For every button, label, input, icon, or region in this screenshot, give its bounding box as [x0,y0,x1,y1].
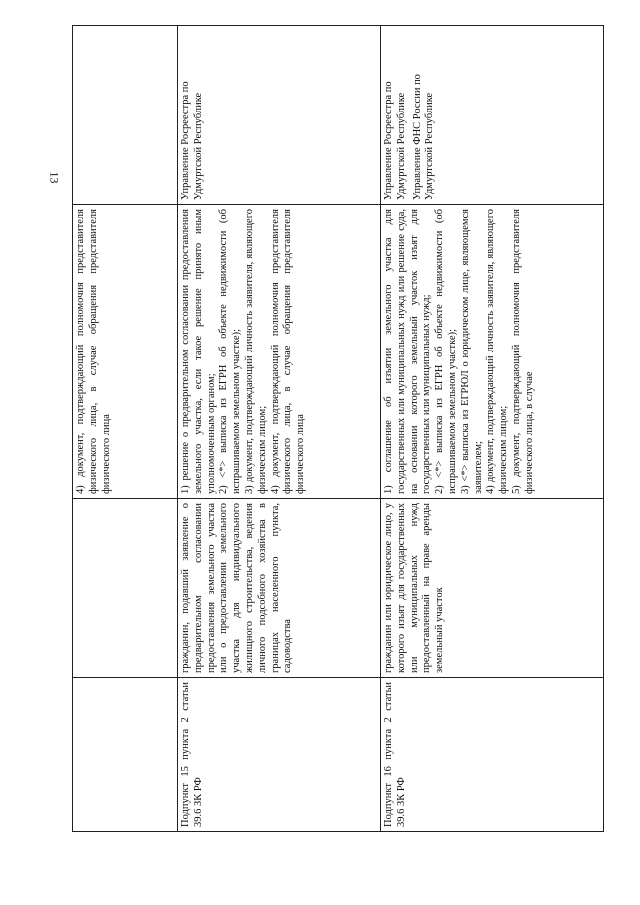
authority-cell [73,26,178,205]
documents-cell [178,205,381,499]
document-item: 3) документ, подтверждающий личность заявителя, являющего физическим лицом; [243,209,268,494]
document-item: 1) соглашение об изъятии земельного участка для государственных или муниципальных нужд или решение суда, на основании которого земельный участок изъят для государственных или муниципальных нужд; [383,209,433,494]
page-number: 13 [47,171,62,184]
authority-name: Управление ФНС России по Удмуртской Республике [411,74,436,200]
table-row [178,26,381,832]
document-item: 2) <*> выписка из ЕГРН об объекте недвижимости (об испрашиваемом земельном участке); [434,209,458,494]
authority-cell [381,26,604,205]
basis-cell: Подпункт 15 пункта 2 статьи 39.6 ЗК РФ [178,678,381,832]
documents-cell [73,205,178,499]
document-item: 4) документ, подтверждающий личность заявителя, являющего физическим лицом; [485,209,510,494]
document-item: 1) решение о предварительном согласовании предоставления земельного участка, если такое решение принято иным уполномоченным органом; [180,209,217,494]
basis-cell: Подпункт 16 пункта 2 статьи 39.6 ЗК РФ [381,678,604,832]
basis-cell [73,678,178,832]
applicant-cell: гражданин или юридическое лицо, у которого изъят для государственных или муниципальных нужд предоставленный на праве аренды земельный участок [381,499,604,678]
documents-table [72,25,604,832]
document-item: 4) документ, подтверждающий полномочия представителя физического лица, в случае обращения представителя физического лица [75,209,112,494]
table-row [381,26,604,832]
document-item: 3) <*> выписка из ЕГРЮЛ о юридическом лице, являющемся заявителем; [459,209,484,494]
table-row [73,26,178,832]
document-item: 4) документ, подтверждающий полномочия представителя физического лица, в случае обращения представителя физического лица [269,209,307,494]
authority-name: Управление Росреестра по Удмуртской Республике [383,81,407,200]
document-item: 5) документ, подтверждающий полномочия представителя физического лица, в случае [510,209,535,494]
authority-name: Управление Росреестра по Удмуртской Республике [180,81,204,200]
applicant-cell: гражданин, подавший заявление о предварительном согласовании предоставления земельного участка или о предоставлении земельного участка для индивидуального жилищного строительства, ведения личного подсобного хозяйства в границах населенного пункта, садоводства [178,499,381,678]
documents-cell [381,205,604,499]
rotated-table-container [72,62,594,832]
authority-cell [178,26,381,205]
applicant-cell [73,499,178,678]
document-item: 2) <*> выписка из ЕГРН об объекте недвижимости (об испрашиваемом земельном участке); [218,209,243,494]
